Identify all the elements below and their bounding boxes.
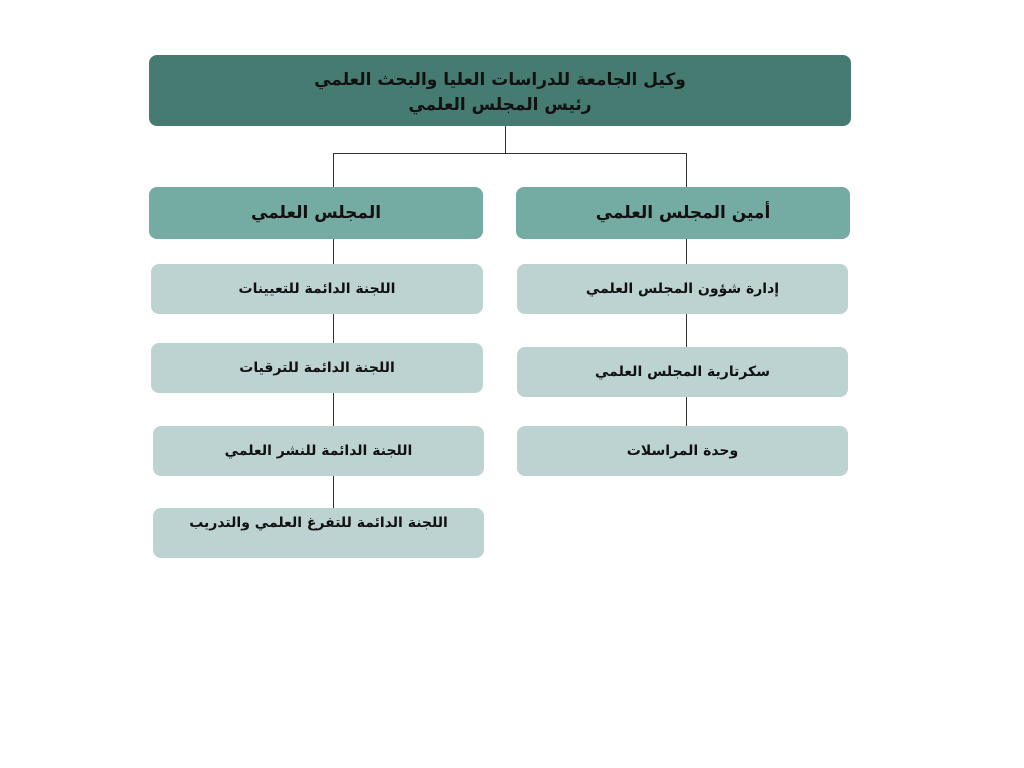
node-label: اللجنة الدائمة للنشر العلمي <box>224 443 413 459</box>
node-label: اللجنة الدائمة للترقيات <box>239 360 395 376</box>
node-label: اللجنة الدائمة للتفرغ العلمي والتدريب <box>189 515 448 531</box>
connector-left-2 <box>333 314 334 343</box>
node-label: سكرتارية المجلس العلمي <box>595 364 770 380</box>
node-label: اللجنة الدائمة للتعيينات <box>238 281 396 297</box>
node-scientific-council <box>149 187 483 239</box>
top-node-subtitle: رئيس المجلس العلمي <box>408 95 592 115</box>
node-label: إدارة شؤون المجلس العلمي <box>585 281 780 297</box>
node-council-secretary-label: أمين المجلس العلمي <box>595 203 771 223</box>
connector-right-1 <box>686 238 687 264</box>
node-committee-promotions <box>151 343 483 393</box>
node-scientific-council-label: المجلس العلمي <box>250 203 382 223</box>
node-council-secretary <box>516 187 850 239</box>
node-council-affairs <box>517 264 848 314</box>
connector-right-3 <box>686 396 687 427</box>
node-committee-publishing <box>153 426 484 476</box>
connector-left-3 <box>333 393 334 427</box>
node-council-secretariat <box>517 347 848 397</box>
connector-top-down <box>505 126 506 154</box>
top-node-vice-president <box>149 55 851 126</box>
node-label: وحدة المراسلات <box>626 443 739 459</box>
node-correspondence-unit <box>517 426 848 476</box>
top-node-title: وكيل الجامعة للدراسات العليا والبحث العلمي <box>314 70 686 90</box>
connector-left-1 <box>333 238 334 264</box>
node-committee-appointments <box>151 264 483 314</box>
connector-right-drop <box>686 153 687 187</box>
connector-right-2 <box>686 314 687 347</box>
node-committee-sabbatical-training <box>153 508 484 558</box>
connector-horizontal <box>333 153 687 154</box>
connector-left-drop <box>333 153 334 187</box>
connector-left-4 <box>333 476 334 508</box>
